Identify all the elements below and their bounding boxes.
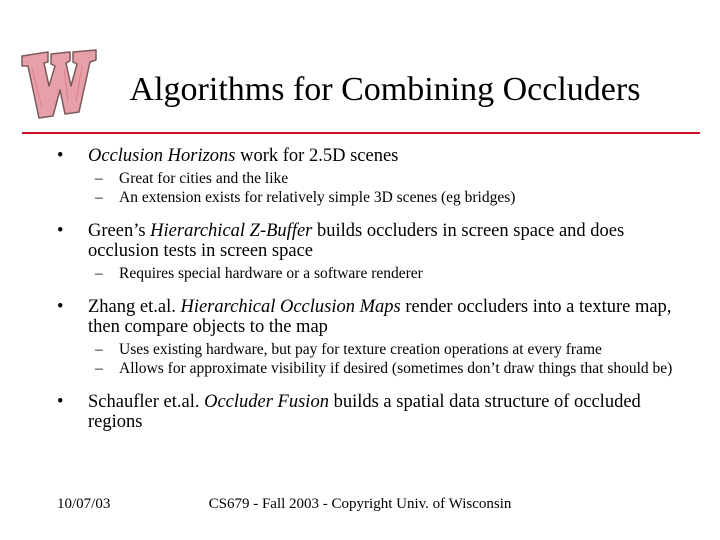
bullet-text: Zhang et.al.	[88, 297, 181, 317]
footer-copyright: CS679 - Fall 2003 - Copyright Univ. of Wisconsin	[208, 496, 512, 512]
title-divider	[22, 132, 700, 134]
footer-date: 10/07/03	[57, 496, 111, 512]
bullet-emphasis-text: Hierarchical Occlusion Maps	[180, 297, 401, 317]
sub-bullet-item	[57, 265, 697, 283]
bullet-emphasis-text: Occluder Fusion	[204, 392, 329, 412]
sub-bullet-marker: –	[95, 189, 103, 206]
bullet-item	[57, 297, 697, 337]
sub-bullet-item	[57, 341, 697, 359]
sub-bullet-text: Requires special hardware or a software renderer	[119, 265, 423, 282]
bullet-marker: •	[57, 297, 64, 317]
bullet-marker: •	[57, 392, 64, 412]
sub-bullet-text: An extension exists for relatively simple 3D scenes (eg bridges)	[119, 189, 516, 206]
bullet-text: Green’s	[88, 221, 151, 241]
bullet-item	[57, 146, 697, 166]
sub-bullet-text: Uses existing hardware, but pay for texture creation operations at every frame	[119, 341, 602, 358]
bullet-item	[57, 392, 697, 432]
sub-bullet-item	[57, 189, 697, 207]
bullet-marker: •	[57, 221, 64, 241]
bullet-text: work for 2.5D scenes	[235, 146, 399, 166]
sub-bullet-marker: –	[95, 170, 103, 187]
bullet-emphasis-text: Hierarchical Z-Buffer	[150, 221, 313, 241]
sub-bullet-marker: –	[95, 360, 103, 377]
bullet-list	[57, 146, 697, 432]
bullet-marker: •	[57, 146, 64, 166]
bullet-text: Schaufler et.al.	[88, 392, 205, 412]
sub-bullet-marker: –	[95, 265, 103, 282]
bullet-text: builds a spatial data structure of occluded regions	[88, 392, 641, 432]
sub-bullet-item	[57, 170, 697, 188]
sub-bullet-text: Great for cities and the like	[119, 170, 289, 187]
bullet-text: builds occluders in screen space and does occlusion tests in screen space	[88, 221, 625, 261]
bullet-text: render occluders into a texture map, then compare objects to the map	[88, 297, 672, 337]
sub-bullet-item	[57, 360, 697, 378]
bullet-emphasis-text: Occlusion Horizons	[88, 146, 236, 166]
slide-title: Algorithms for Combining Occluders	[129, 71, 641, 108]
sub-bullet-text: Allows for approximate visibility if desired (sometimes don’t draw things that should be)	[119, 360, 673, 377]
sub-bullet-marker: –	[95, 341, 103, 358]
bullet-item	[57, 221, 697, 261]
